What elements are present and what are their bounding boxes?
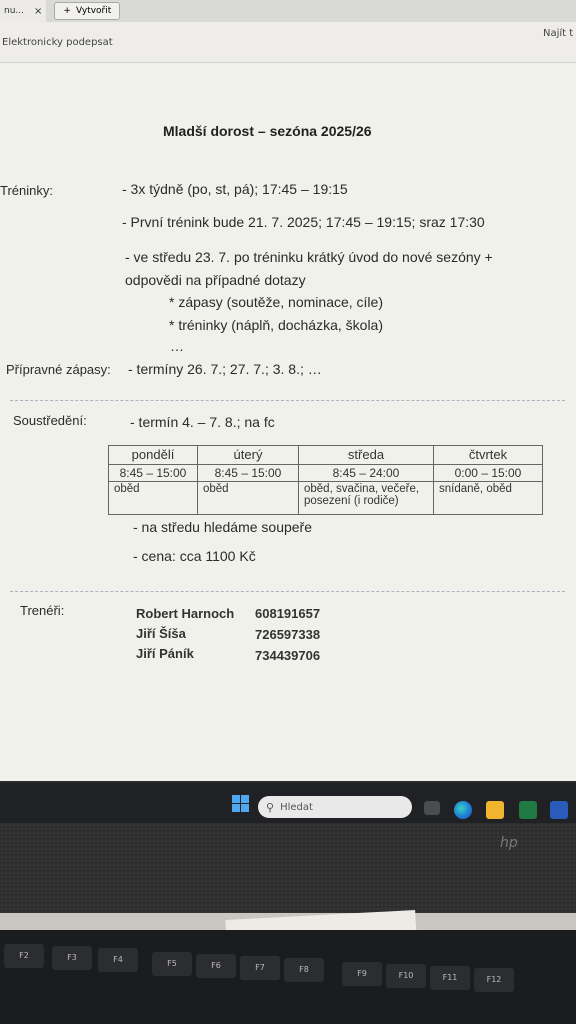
taskbar-search-box[interactable]	[258, 796, 412, 818]
table-cell: snídaně, oběd	[434, 482, 543, 515]
keyboard-key: F5	[152, 952, 192, 976]
hp-logo: hp	[500, 835, 518, 851]
keyboard-key: F10	[386, 964, 426, 988]
keyboard-key: F7	[240, 956, 280, 980]
table-cell: 0:00 – 15:00	[434, 465, 543, 482]
keyboard-key: F4	[98, 948, 138, 972]
search-icon: ⚲	[266, 800, 275, 814]
table-cell: oběd, svačina, večeře, posezení (i rodiče)	[299, 482, 434, 515]
browser-tab-bar	[0, 0, 576, 22]
sign-electronically-button[interactable]: Elektronicky podepsat	[2, 37, 113, 48]
friendly-text: - termíny 26. 7.; 27. 7.; 3. 8.; …	[128, 361, 322, 377]
table-header: úterý	[198, 446, 299, 465]
page-title: Mladší dorost – sezóna 2025/26	[163, 123, 372, 139]
keyboard-key: F11	[430, 966, 470, 990]
coach-phone: 734439706	[255, 648, 321, 663]
task-view-icon[interactable]	[424, 801, 440, 815]
table-cell: 8:45 – 24:00	[299, 465, 434, 482]
friendly-label: Přípravné zápasy:	[6, 362, 111, 377]
edge-browser-icon[interactable]	[454, 801, 472, 819]
monitor-bezel	[0, 823, 576, 913]
keyboard-key: F12	[474, 968, 514, 992]
training-line: - 3x týdně (po, st, pá); 17:45 – 19:15	[122, 181, 348, 197]
training-line: - ve středu 23. 7. po tréninku krátký úvod do nové sezóny +	[125, 249, 493, 265]
coach-name: Jiří Šíša	[136, 626, 186, 641]
table-row	[109, 482, 543, 515]
camp-note: - na středu hledáme soupeře	[133, 519, 312, 535]
tab-title: nu...	[4, 6, 24, 16]
coach-phone: 726597338	[255, 627, 321, 642]
camp-note: - cena: cca 1100 Kč	[133, 548, 256, 564]
table-cell: 8:45 – 15:00	[198, 465, 299, 482]
camp-schedule-table	[108, 445, 543, 515]
new-tab-label: Vytvořit	[75, 6, 112, 16]
coach-name: Jiří Páník	[136, 646, 194, 661]
taskbar-search-placeholder: Hledat	[280, 801, 313, 813]
training-bullet: * zápasy (soutěže, nominace, cíle)	[169, 294, 383, 310]
windows-taskbar	[0, 783, 576, 823]
new-tab-button[interactable]	[54, 2, 120, 20]
tab-close-icon[interactable]: ×	[34, 5, 43, 17]
keyboard	[0, 930, 576, 1024]
coach-name: Robert Harnoch	[136, 606, 235, 621]
training-line: odpovědi na případné dotazy	[125, 272, 306, 288]
excel-icon[interactable]	[519, 801, 537, 819]
pdf-toolbar	[0, 22, 576, 63]
word-icon[interactable]	[550, 801, 568, 819]
table-header: středa	[299, 446, 434, 465]
section-divider	[10, 591, 565, 592]
training-line: - První trénink bude 21. 7. 2025; 17:45 – 19:15; sraz 17:30	[122, 214, 485, 230]
document-page	[0, 63, 576, 781]
table-cell: oběd	[109, 482, 198, 515]
keyboard-key: F8	[284, 958, 324, 982]
training-bullet: * tréninky (náplň, docházka, škola)	[169, 317, 383, 333]
coaches-label: Trenéři:	[20, 603, 65, 618]
training-label: Tréninky:	[0, 183, 53, 198]
camp-text: - termín 4. – 7. 8.; na fc	[130, 414, 275, 430]
windows-start-icon[interactable]	[232, 795, 249, 812]
file-explorer-icon[interactable]	[486, 801, 504, 819]
find-button[interactable]: Najít t	[543, 28, 574, 39]
keyboard-key: F2	[4, 944, 44, 968]
plus-icon: +	[63, 6, 71, 16]
keyboard-key: F9	[342, 962, 382, 986]
table-cell: oběd	[198, 482, 299, 515]
coach-phone: 608191657	[255, 606, 321, 621]
table-header: čtvrtek	[434, 446, 543, 465]
table-row	[109, 465, 543, 482]
keyboard-key: F6	[196, 954, 236, 978]
training-ellipsis: …	[170, 338, 184, 354]
browser-tab[interactable]	[0, 0, 46, 22]
section-divider	[10, 400, 565, 401]
camp-label: Soustředění:	[13, 413, 87, 428]
table-header: pondělí	[109, 446, 198, 465]
keyboard-key: F3	[52, 946, 92, 970]
table-cell: 8:45 – 15:00	[109, 465, 198, 482]
table-row	[109, 446, 543, 465]
